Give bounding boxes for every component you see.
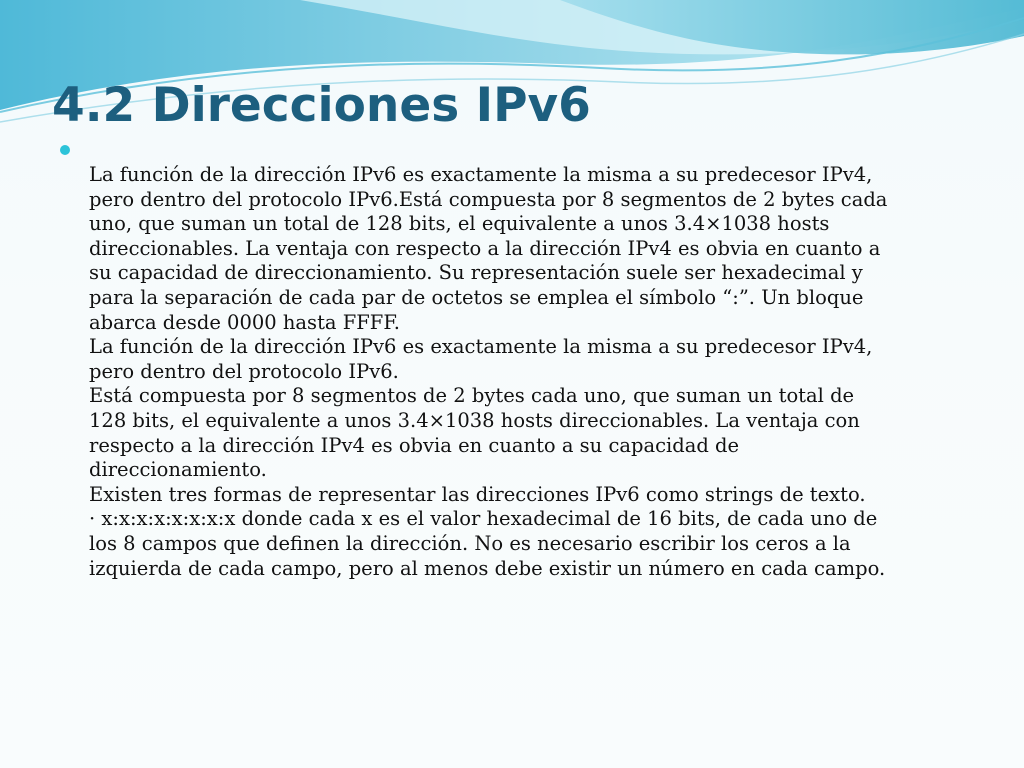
body-text [89,163,979,581]
body-line: 128 bits, el equivalente a unos 3.4×1038 hosts direccionables. La ventaja con [89,408,860,432]
body-line: Existen tres formas de representar las direcciones IPv6 como strings de texto. [89,482,866,506]
body-line: direccionamiento. [89,458,267,482]
body-line: para la separación de cada par de octetos se emplea el símbolo “:”. Un bloque [89,285,864,309]
body-line: abarca desde 0000 hasta FFFF. [89,310,401,334]
body-line: su capacidad de direccionamiento. Su representación suele ser hexadecimal y [89,261,863,285]
body-line: · x:x:x:x:x:x:x:x donde cada x es el valor hexadecimal de 16 bits, de cada uno de [89,507,878,531]
body-line: Está compuesta por 8 segmentos de 2 bytes cada uno, que suman un total de [89,384,855,408]
slide-title: 4.2 Direcciones IPv6 [52,78,591,133]
bullet-icon [60,145,70,155]
body-line: La función de la dirección IPv6 es exactamente la misma a su predecesor IPv4, [89,163,873,186]
body-line: los 8 campos que definen la dirección. No es necesario escribir los ceros a la [89,531,851,555]
body-line: respecto a la dirección IPv4 es obvia en cuanto a su capacidad de [89,433,740,457]
body-line: izquierda de cada campo, pero al menos debe existir un número en cada campo. [89,556,886,580]
body-line: pero dentro del protocolo IPv6. [89,359,399,383]
body-line: uno, que suman un total de 128 bits, el equivalente a unos 3.4×1038 hosts [89,212,830,236]
body-line: La función de la dirección IPv6 es exactamente la misma a su predecesor IPv4, [89,335,873,359]
body-line: pero dentro del protocolo IPv6.Está compuesta por 8 segmentos de 2 bytes cada [89,187,888,211]
body-line: direccionables. La ventaja con respecto a la dirección IPv4 es obvia en cuanto a [89,236,881,260]
